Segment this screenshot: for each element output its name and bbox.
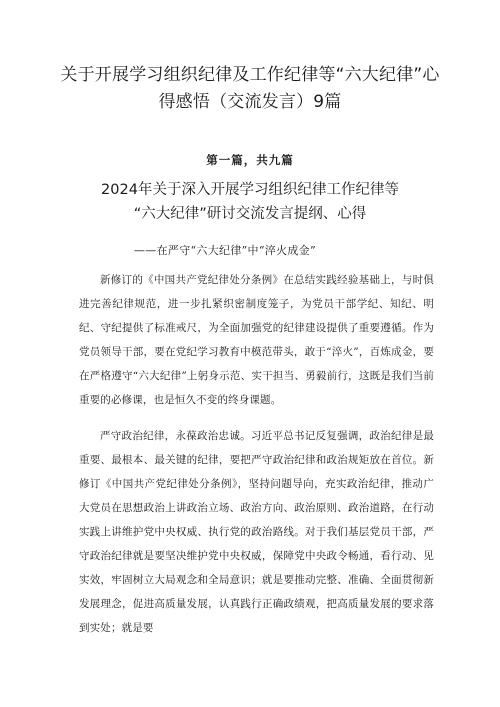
document-title-line-1: 关于开展学习组织纪律及工作纪律等“六大纪律”心	[60, 65, 440, 85]
section-label: 第一篇，共九篇	[206, 153, 294, 167]
article-title-line-1: 2024年关于深入开展学习组织纪律工作纪律等	[101, 182, 399, 198]
article-subtitle: ——在严守“六大纪律”中“淬火成金”	[134, 244, 316, 257]
document-title-line-2: 得感悟（交流发言）9篇	[158, 92, 342, 112]
article-body	[79, 268, 434, 652]
paragraph: 严守政治纪律，永葆政治忠诚。习近平总书记反复强调，政治纪律是最重要、最根本、最关键的纪律，要把严守政治纪律和政治规矩放在首位。新修订《中国共产党纪律处分条例》，坚持问题导向，充实政治纪律，推动广大党员在思想政治上讲政治立场、政治方向、政治原则、政治道路，在行动实践上讲维护党中央权威、执行党的政治路线。对于我们基层党员干部，严守政治纪律就是要坚决维护党中央权威，保障党中央政令畅通，看行动、见实效，牢固树立大局观念和全局意识；就是要推动完整、准确、全面贯彻新发展理念，促进高质量发展，认真践行正确政绩观，把高质量发展的要求落到实处；就是要	[79, 430, 434, 634]
document-title	[40, 62, 460, 116]
article-title	[40, 178, 460, 226]
paragraph: 新修订的《中国共产党纪律处分条例》在总结实践经验基础上，与时俱进完善纪律规范，进一步扎紧织密制度笼子，为党员干部学纪、知纪、明纪、守纪提供了标准戒尺，为全面加强党的纪律建设提供了重要遵循。作为党员领导干部，要在党纪学习教育中模范带头，敢于“淬火”，百炼成金，要在严格遵守“六大纪律”上躬身示范、实干担当、勇毅前行，这既是我们当前重要的必修课，也是恒久不变的终身课题。	[79, 274, 434, 406]
article-title-line-2: “六大纪律”研讨交流发言提纲、心得	[133, 206, 367, 222]
